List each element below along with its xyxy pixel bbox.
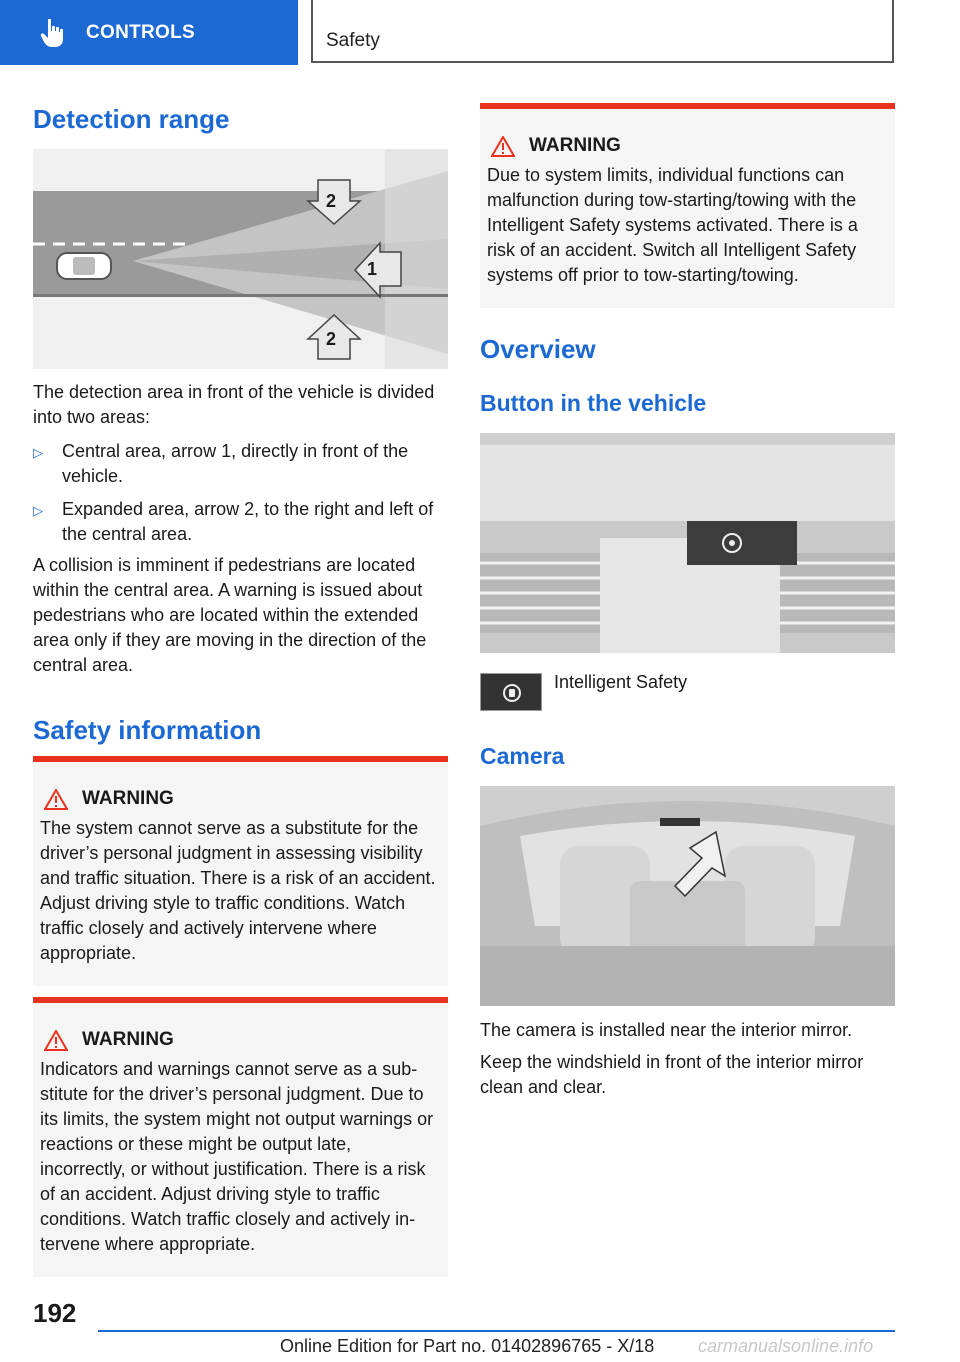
triangle-bullet-icon: ▷ — [33, 503, 43, 518]
camera-paragraph-1: The camera is installed near the interior mirror. — [480, 1020, 853, 1040]
chapter-title: Safety — [326, 30, 380, 51]
warning-triangle-icon — [491, 136, 515, 157]
chapter-title-box — [311, 0, 894, 63]
figure-label-center: 1 — [367, 259, 378, 279]
overview-heading: Overview — [480, 334, 596, 364]
figure-label-bottom: 2 — [326, 329, 337, 349]
triangle-bullet-icon: ▷ — [33, 445, 43, 460]
warning-text: Due to system limits, individual functions can malfunction during tow-starting/towing with the Intelligent Safety systems activated. There is a risk of an accident. Switch all Intelligent Safety systems off prior to tow-starting/towing. — [487, 165, 858, 285]
dashboard-button-figure — [480, 433, 895, 653]
detection-paragraph: A collision is imminent if pedestrians are located within the central area. A warning is issued about pedestrians who are located within the extended area only if they are moving in the direction of the central area. — [33, 555, 427, 675]
warning-box — [33, 997, 448, 1277]
camera-heading: Camera — [480, 743, 565, 769]
section-tab[interactable] — [0, 0, 298, 65]
warning-box — [33, 756, 448, 986]
intelligent-safety-button-icon — [480, 673, 542, 711]
detection-intro: The detection area in front of the vehicle is divided into two areas: — [33, 382, 435, 427]
warning-box — [480, 103, 895, 308]
edition-text: Online Edition for Part no. 01402896765 - X/18 — [280, 1336, 655, 1356]
camera-paragraph-2: Keep the windshield in front of the interior mirror clean and clear. — [480, 1052, 864, 1097]
warning-text: The system cannot serve as a substitute for the driver’s personal judgment in assessing visibility and traffic situation. There is a risk of an accident. Adjust driving style to traffic conditions. Watch traffic closely and actively intervene where appropriate. — [40, 818, 436, 963]
watermark: carmanualsonline.info — [698, 1336, 874, 1356]
warning-text: Indicators and warnings cannot serve as a substitute for the driver’s personal judgment. Due to its limits, the system might not output warnings or reactions or these might be output late, incorrectly, or without justification. There is a risk of an accident. Adjust driving style to traffic conditions. Watch traffic closely and actively intervene where appropriate. — [40, 1059, 434, 1254]
intelligent-safety-label: Intelligent Safety — [554, 672, 688, 692]
list-item: ▷ Central area, arrow 1, directly in front of the vehicle. — [33, 439, 448, 489]
camera-figure — [480, 786, 895, 1006]
detection-range-heading: Detection range — [33, 104, 230, 134]
safety-information-heading: Safety information — [33, 715, 262, 745]
warning-triangle-icon — [44, 789, 68, 810]
button-in-vehicle-heading: Button in the vehicle — [480, 390, 707, 416]
list-item: ▷ Expanded area, arrow 2, to the right and left of the central area. — [33, 497, 448, 547]
section-label: CONTROLS — [86, 21, 196, 43]
footer-divider — [98, 1330, 895, 1332]
figure-label-top: 2 — [326, 191, 337, 211]
page-number: 192 — [33, 1298, 77, 1328]
detection-range-figure — [33, 149, 448, 369]
warning-title: WARNING — [82, 788, 174, 809]
warning-triangle-icon — [44, 1030, 68, 1051]
hand-pointer-icon — [40, 18, 66, 48]
warning-title: WARNING — [529, 135, 621, 156]
warning-title: WARNING — [82, 1029, 174, 1050]
